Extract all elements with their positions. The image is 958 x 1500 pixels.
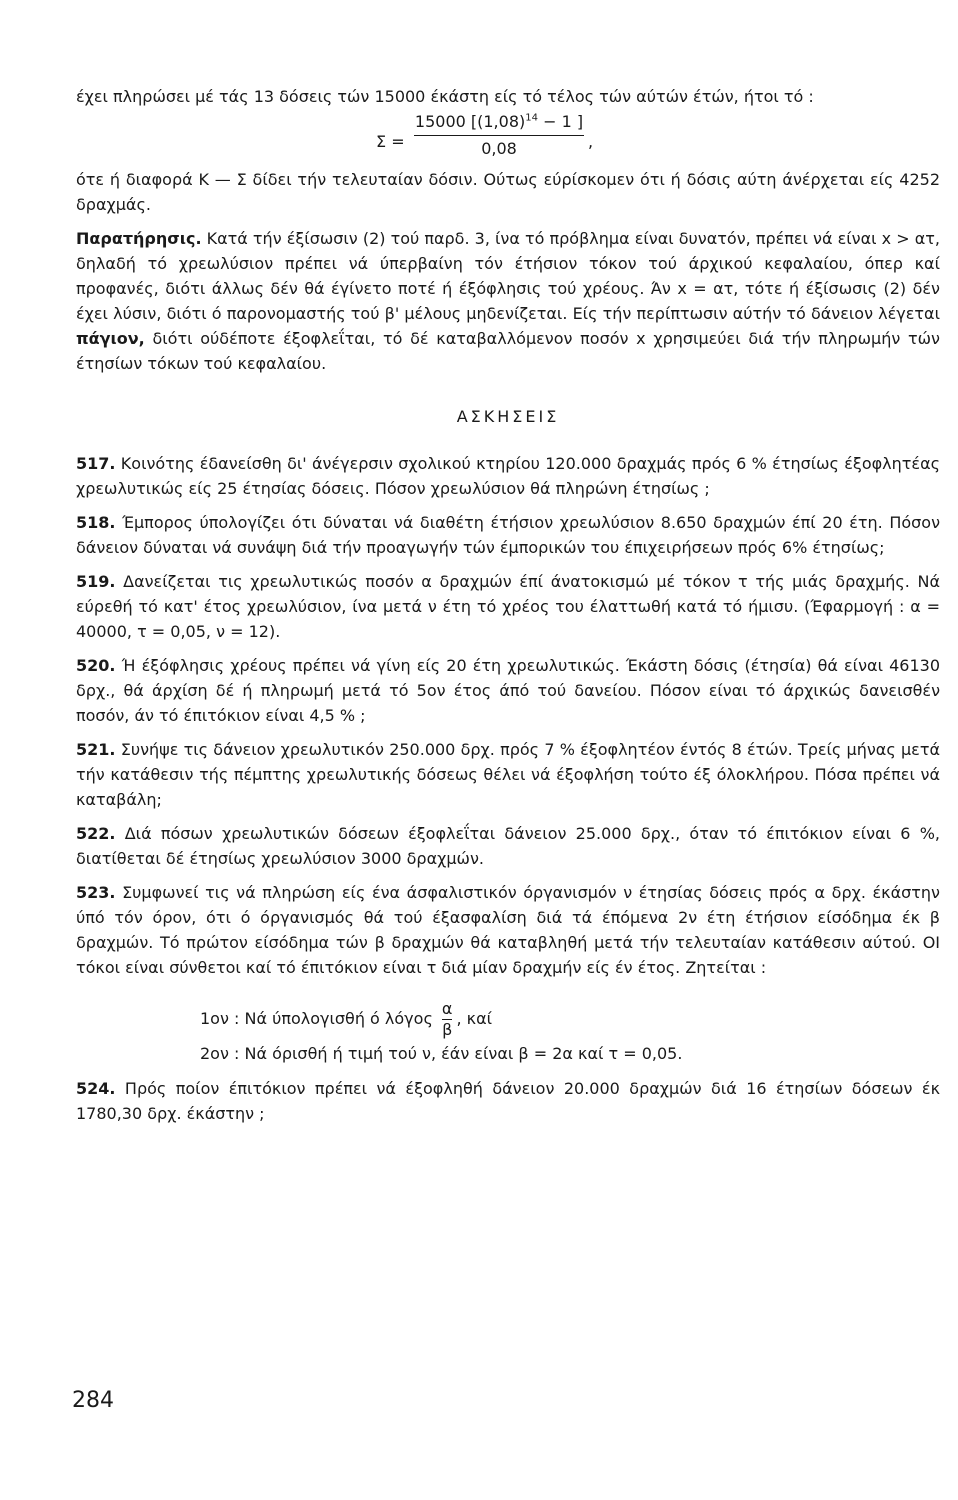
ratio-numerator: α (441, 999, 453, 1018)
observation-text-a: Κατά τήν έξίσωσιν (2) τού παρδ. 3, ίνα τό πρόβλημα είναι δυνατόν, πρέπει νά είναι x > ατ, δηλαδή τό χρεωλύσιον πρέπει νά ύπερβαίνη τόν έτήσιον τόκον τού άρχικού κεφαλαίου, όπερ καί προφανές, διότι άλλως δέν θά έγίνετο ποτέ ή έξόφλησις τού χρέους. Άν x = ατ, τότε ή έξίσωσις (2) δέν έχει λύσιν, διότι ό παρονομαστής τού β' μέλους μηδενίζεται. Είς τήν περίπτωσιν αύτήν τό δάνειον λέγεται (76, 229, 940, 323)
formula-denominator: 0,08 (481, 139, 517, 158)
section-title: ΑΣΚΗΣΕΙΣ (456, 407, 560, 426)
exercise-text: Έμπορος ύπολογίζει ότι δύναται νά διαθέτη έτήσιον χρεωλύσιον 8.650 δραχμών έπί 20 έτη. Πόσον δάνειον δύναται νά συνάψη διά τήν προαγωγήν τών έμπορικών του έπιχειρήσεων πρός 6% έτησίως; (76, 513, 940, 557)
exercise-text: Διά πόσων χρεωλυτικών δόσεων έξοφλεΐται δάνειον 25.000 δρχ., όταν τό έπιτόκιον είναι 6 %, διατίθεται δέ έτησίως χρεωλύσιον 3000 δραχμών. (76, 824, 940, 868)
ask-2: 2ον : Νά όρισθή ή τιμή τού ν, έάν είναι β = 2α καί τ = 0,05. (200, 1044, 683, 1063)
formula-numerator-a: 15000 [(1,08) (414, 112, 526, 131)
ask-1 (200, 999, 492, 1040)
page-number: 284 (72, 1388, 114, 1413)
exercise-text: Πρός ποίον έπιτόκιον πρέπει νά έξοφληθή δάνειον 20.000 δραχμών διά 16 έτησίων δόσεων έκ 1780,30 δρχ. έκάστην ; (76, 1079, 940, 1123)
exercise-text: Κοινότης έδανείσθη δι' άνέγερσιν σχολικού κτηρίου 120.000 δραχμάς πρός 6 % έτησίως έξοφλητέας χρεωλυτικώς είς 25 έτησίας δόσεις. Πόσον χρεωλύσιον θά πληρώνη έτησίως ; (76, 454, 940, 498)
after-formula-text: ότε ή διαφορά Κ — Σ δίδει τήν τελευταίαν δόσιν. Ούτως εύρίσκομεν ότι ή δόσις αύτη άνέρχεται είς 4252 δραχμάς. (76, 170, 940, 214)
exercise-text: Συνήψε τις δάνειον χρεωλυτικόν 250.000 δρχ. πρός 7 % έξοφλητέον έντός 8 έτών. Τρείς μήνας μετά τήν κατάθεσιν τής πέμπτης χρεωλυτικής δόσεως θέλει νά έξοφλήση τούτο έξ όλοκλήρου. Πόσα πρέπει νά καταβάλη; (76, 740, 940, 809)
observation-emphasis: πάγιον, (76, 329, 145, 348)
exercise-number: 519. (76, 572, 116, 591)
exercise-523 (76, 880, 940, 980)
ratio-fraction (442, 999, 453, 1040)
exercise-521 (76, 737, 940, 812)
exercise-522 (76, 821, 940, 871)
formula-comma: , (588, 132, 594, 151)
exercise-number: 520. (76, 656, 116, 675)
formula-numerator-b: − 1 ] (537, 112, 584, 131)
exercise-519 (76, 569, 940, 644)
observation-paragraph (76, 226, 940, 376)
intro-line: έχει πληρώσει μέ τάς 13 δόσεις τών 15000 έκάστη είς τό τέλος τών αύτών έτών, ήτοι τό : (76, 87, 814, 106)
exercise-520 (76, 653, 940, 728)
exercise-517 (76, 451, 940, 501)
exercise-number: 523. (76, 883, 116, 902)
observation-heading: Παρατήρησις. (76, 229, 202, 248)
formula-lhs: Σ = (376, 132, 405, 151)
exercise-number: 517. (76, 454, 116, 473)
sum-formula (76, 109, 940, 167)
observation-text-b: διότι ούδέποτε έξοφλεΐται, τό δέ καταβαλλόμενον ποσόν x χρησιμεύει διά τήν πληρωμήν τών έτησίων τόκων τού κεφαλαίου. (76, 329, 940, 373)
exercise-number: 518. (76, 513, 116, 532)
ratio-denominator: β (442, 1020, 453, 1039)
formula-exponent: 14 (525, 112, 538, 124)
formula-numerator (414, 109, 584, 136)
exercise-524 (76, 1076, 940, 1126)
exercise-text: Συμφωνεί τις νά πληρώση είς ένα άσφαλιστικόν όργανισμόν ν έτησίας δόσεις πρός α δρχ. έκάστην ύπό τόν όρον, ότι ό όργανισμός θά τού έξασφαλίση διά τά έπόμενα 2ν έτη έτήσιον είσόδημα έκ β δραχμών. Τό πρώτον είσόδημα τών β δραχμών θά καταβληθή μετά τήν τελευταίαν κατάθεσιν αύτού. ΟΙ τόκοι είναι σύνθετοι καί τό έπιτόκιον είναι τ διά μίαν δραχμήν είς έν έτος. Ζητείται : (76, 883, 940, 977)
formula-fraction (414, 109, 584, 162)
exercise-number: 524. (76, 1079, 116, 1098)
exercise-number: 522. (76, 824, 116, 843)
exercise-523-asks (76, 989, 940, 1067)
ask-1-suffix: , καί (456, 1009, 493, 1028)
page-body (76, 84, 940, 1135)
exercise-text: Δανείζεται τις χρεωλυτικώς ποσόν α δραχμών έπί άνατοκισμώ μέ τόκον τ τής μιάς δραχμής. Νά εύρεθή τό κατ' έτος χρεωλύσιον, ίνα μετά ν έτη τό χρέος του έλαττωθή κατά τό ήμισυ. (Έφαρμογή : α = 40000, τ = 0,05, ν = 12). (76, 572, 940, 641)
exercise-text: Ή έξόφλησις χρέους πρέπει νά γίνη είς 20 έτη χρεωλυτικώς. Έκάστη δόσις (έτησία) θά είναι 46130 δρχ., θά άρχίση δέ ή πληρωμή μετά τό 5ον έτος άπό τού δανείου. Πόσον είναι τό άρχικώς δανεισθέν ποσόν, άν τό έπιτόκιον είναι 4,5 % ; (76, 656, 940, 725)
ask-1-prefix: 1ον : Νά ύπολογισθή ό λόγος (200, 1009, 438, 1028)
exercise-number: 521. (76, 740, 116, 759)
exercise-518 (76, 510, 940, 560)
